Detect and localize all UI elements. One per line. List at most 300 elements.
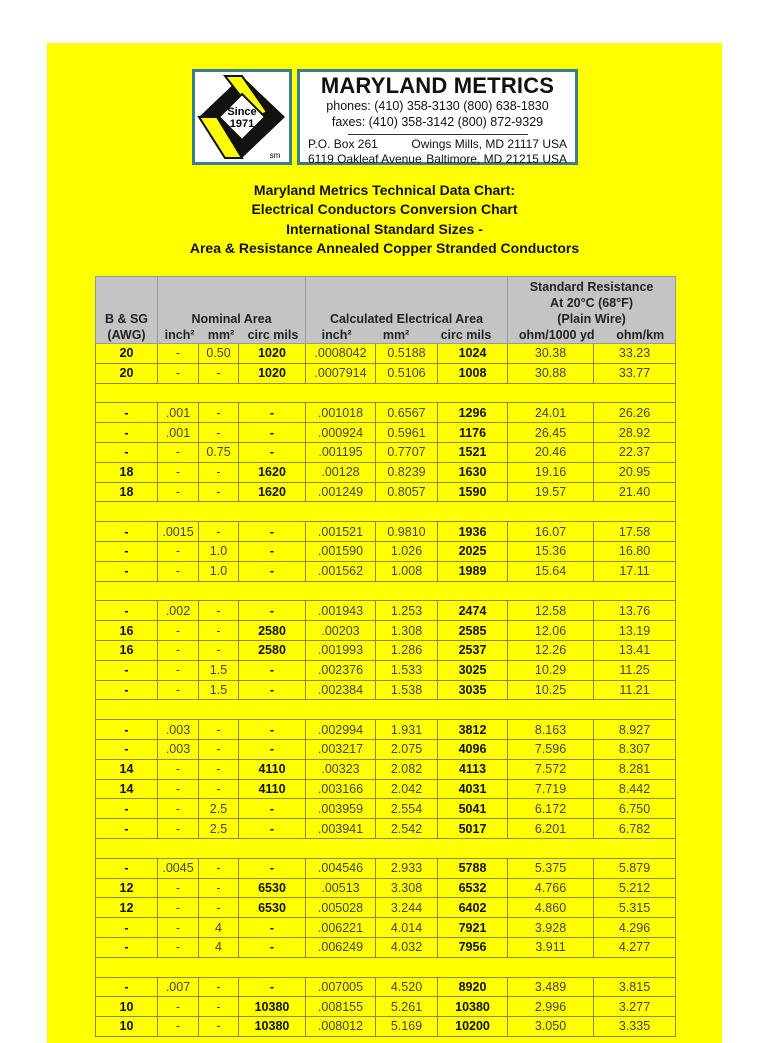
table-cell: 16.80 bbox=[594, 541, 676, 561]
table-cell: - bbox=[96, 918, 158, 938]
table-cell: - bbox=[158, 898, 199, 918]
table-cell: - bbox=[199, 640, 239, 660]
table-cell: 22.37 bbox=[594, 442, 676, 462]
table-cell: 12.06 bbox=[508, 621, 594, 641]
table-cell: .001521 bbox=[306, 522, 376, 542]
phones: phones: (410) 358-3130 (800) 638-1830 bbox=[326, 99, 549, 113]
table-cell: - bbox=[199, 423, 239, 443]
table-cell: 4.766 bbox=[508, 878, 594, 898]
table-cell: - bbox=[158, 482, 199, 502]
table-cell: 12.58 bbox=[508, 601, 594, 621]
table-cell: .001590 bbox=[306, 541, 376, 561]
table-cell: 10 bbox=[96, 997, 158, 1017]
table-cell: 6.750 bbox=[594, 799, 676, 819]
table-row bbox=[96, 799, 676, 819]
spacer-cell bbox=[96, 700, 676, 720]
table-cell: - bbox=[199, 898, 239, 918]
table-cell: .002 bbox=[158, 601, 199, 621]
table-row bbox=[96, 541, 676, 561]
table-cell: - bbox=[158, 640, 199, 660]
table-cell: 5.315 bbox=[594, 898, 676, 918]
table-cell: 1.253 bbox=[376, 601, 438, 621]
table-cell: 21.40 bbox=[594, 482, 676, 502]
table-row bbox=[96, 561, 676, 581]
table-row bbox=[96, 522, 676, 542]
header-resistance: Standard Resistance At 20°C (68°F) (Plain Wire) ohm/1000 yd ohm/km bbox=[508, 277, 676, 344]
table-cell: 6530 bbox=[239, 878, 306, 898]
table-cell: .008155 bbox=[306, 997, 376, 1017]
table-cell: 17.11 bbox=[594, 561, 676, 581]
table-cell: 6530 bbox=[239, 898, 306, 918]
table-cell: - bbox=[199, 997, 239, 1017]
table-cell: .001 bbox=[158, 423, 199, 443]
table-cell: .006221 bbox=[306, 918, 376, 938]
table-row bbox=[96, 363, 676, 383]
table-cell: - bbox=[199, 363, 239, 383]
table-cell: - bbox=[239, 522, 306, 542]
title-line: International Standard Sizes - bbox=[286, 220, 483, 237]
spacer-row bbox=[96, 957, 676, 977]
table-cell: 0.5188 bbox=[376, 344, 438, 364]
table-cell: - bbox=[239, 660, 306, 680]
table-cell: - bbox=[158, 462, 199, 482]
table-cell: 0.5961 bbox=[376, 423, 438, 443]
table-cell: .001 bbox=[158, 403, 199, 423]
table-cell: - bbox=[239, 918, 306, 938]
table-cell: 1.931 bbox=[376, 720, 438, 740]
table-cell: - bbox=[96, 541, 158, 561]
table-cell: 2580 bbox=[239, 621, 306, 641]
po-city: Owings Mills, MD 21117 USA bbox=[411, 137, 567, 151]
table-cell: - bbox=[239, 442, 306, 462]
table-cell: - bbox=[96, 403, 158, 423]
table-cell: .001249 bbox=[306, 482, 376, 502]
table-cell: 8.163 bbox=[508, 720, 594, 740]
table-cell: 12.26 bbox=[508, 640, 594, 660]
table-cell: 1.5 bbox=[199, 660, 239, 680]
title-line: Maryland Metrics Technical Data Chart: bbox=[253, 182, 516, 198]
table-cell: 10200 bbox=[438, 1017, 508, 1037]
table-row bbox=[96, 759, 676, 779]
table-cell: 4110 bbox=[239, 759, 306, 779]
table-cell: 1176 bbox=[438, 423, 508, 443]
table-cell: 0.75 bbox=[199, 442, 239, 462]
table-cell: 6402 bbox=[438, 898, 508, 918]
table-cell: .004546 bbox=[306, 858, 376, 878]
table-cell: - bbox=[158, 363, 199, 383]
header-calculated-area: Calculated Electrical Area inch² mm² circ mils bbox=[306, 277, 508, 344]
table-cell: 7.596 bbox=[508, 739, 594, 759]
table-cell: - bbox=[96, 720, 158, 740]
table-cell: - bbox=[239, 541, 306, 561]
table-cell: 10 bbox=[96, 1017, 158, 1037]
table-row bbox=[96, 601, 676, 621]
table-cell: 10.29 bbox=[508, 660, 594, 680]
table-cell: - bbox=[96, 977, 158, 997]
table-cell: - bbox=[239, 739, 306, 759]
table-cell: .001018 bbox=[306, 403, 376, 423]
table-cell: 2537 bbox=[438, 640, 508, 660]
po-box: P.O. Box 261 bbox=[308, 137, 378, 151]
table-cell: 4.277 bbox=[594, 937, 676, 957]
table-cell: 3035 bbox=[438, 680, 508, 700]
table-row bbox=[96, 918, 676, 938]
table-cell: - bbox=[239, 858, 306, 878]
table-cell: - bbox=[158, 937, 199, 957]
table-cell: 13.19 bbox=[594, 621, 676, 641]
table-cell: 1630 bbox=[438, 462, 508, 482]
table-cell: 3.928 bbox=[508, 918, 594, 938]
table-cell: 15.64 bbox=[508, 561, 594, 581]
table-cell: - bbox=[96, 858, 158, 878]
table-cell: 2.996 bbox=[508, 997, 594, 1017]
table-cell: 1521 bbox=[438, 442, 508, 462]
table-cell: 5.375 bbox=[508, 858, 594, 878]
table-cell: - bbox=[158, 759, 199, 779]
table-cell: - bbox=[199, 1017, 239, 1037]
table-cell: 18 bbox=[96, 462, 158, 482]
table-cell: .00323 bbox=[306, 759, 376, 779]
table-cell: .00128 bbox=[306, 462, 376, 482]
table-row bbox=[96, 858, 676, 878]
table-cell: 10380 bbox=[239, 997, 306, 1017]
table-cell: 1.0 bbox=[199, 561, 239, 581]
street: 6119 Oakleaf Avenue bbox=[308, 152, 422, 166]
table-cell: - bbox=[158, 819, 199, 839]
table-cell: .002384 bbox=[306, 680, 376, 700]
table-cell: 13.76 bbox=[594, 601, 676, 621]
table-cell: .0045 bbox=[158, 858, 199, 878]
table-row bbox=[96, 621, 676, 641]
table-cell: 8.927 bbox=[594, 720, 676, 740]
table-cell: - bbox=[158, 621, 199, 641]
table-cell: .008012 bbox=[306, 1017, 376, 1037]
table-cell: 6532 bbox=[438, 878, 508, 898]
table-cell: .005028 bbox=[306, 898, 376, 918]
title-line: Area & Resistance Annealed Copper Stranded Conductors bbox=[189, 239, 580, 256]
table-cell: - bbox=[239, 819, 306, 839]
logo-mark: sm bbox=[269, 151, 281, 160]
table-cell: - bbox=[158, 344, 199, 364]
table-cell: 2.5 bbox=[199, 819, 239, 839]
table-cell: .006249 bbox=[306, 937, 376, 957]
table-cell: - bbox=[239, 680, 306, 700]
table-cell: 10.25 bbox=[508, 680, 594, 700]
table-cell: 4096 bbox=[438, 739, 508, 759]
table-cell: 14 bbox=[96, 779, 158, 799]
table-cell: 12 bbox=[96, 878, 158, 898]
table-cell: 33.77 bbox=[594, 363, 676, 383]
table-cell: 4113 bbox=[438, 759, 508, 779]
spacer-row bbox=[96, 838, 676, 858]
table-cell: - bbox=[96, 937, 158, 957]
table-cell: 2.082 bbox=[376, 759, 438, 779]
table-cell: 0.8057 bbox=[376, 482, 438, 502]
table-cell: - bbox=[199, 621, 239, 641]
table-cell: 16 bbox=[96, 621, 158, 641]
table-cell: 11.21 bbox=[594, 680, 676, 700]
table-cell: 5.212 bbox=[594, 878, 676, 898]
table-cell: 2.554 bbox=[376, 799, 438, 819]
table-cell: 8.442 bbox=[594, 779, 676, 799]
table-cell: - bbox=[199, 720, 239, 740]
table-cell: 10380 bbox=[239, 1017, 306, 1037]
table-cell: 0.7707 bbox=[376, 442, 438, 462]
table-cell: - bbox=[158, 442, 199, 462]
table-cell: 11.25 bbox=[594, 660, 676, 680]
table-cell: 4.520 bbox=[376, 977, 438, 997]
table-cell: 10380 bbox=[438, 997, 508, 1017]
table-cell: 6.201 bbox=[508, 819, 594, 839]
table-cell: 1008 bbox=[438, 363, 508, 383]
table-cell: - bbox=[239, 937, 306, 957]
table-cell: 20 bbox=[96, 344, 158, 364]
table-cell: .003 bbox=[158, 720, 199, 740]
table-cell: 28.92 bbox=[594, 423, 676, 443]
table-cell: - bbox=[158, 799, 199, 819]
table-cell: 1620 bbox=[239, 482, 306, 502]
table-cell: - bbox=[96, 442, 158, 462]
table-cell: 3.489 bbox=[508, 977, 594, 997]
table-cell: 8.307 bbox=[594, 739, 676, 759]
table-cell: 2025 bbox=[438, 541, 508, 561]
table-cell: 5041 bbox=[438, 799, 508, 819]
table-row bbox=[96, 482, 676, 502]
table-cell: 20.46 bbox=[508, 442, 594, 462]
table-cell: 1.008 bbox=[376, 561, 438, 581]
table-cell: 1020 bbox=[239, 363, 306, 383]
table-row bbox=[96, 640, 676, 660]
hexagon-logo-icon bbox=[195, 72, 289, 162]
table-cell: - bbox=[158, 660, 199, 680]
table-cell: 15.36 bbox=[508, 541, 594, 561]
table-cell: 24.01 bbox=[508, 403, 594, 423]
table-row bbox=[96, 819, 676, 839]
company-logo bbox=[192, 69, 292, 165]
table-cell: 4.032 bbox=[376, 937, 438, 957]
table-cell: 4 bbox=[199, 918, 239, 938]
table-cell: .0007914 bbox=[306, 363, 376, 383]
table-cell: .003166 bbox=[306, 779, 376, 799]
table-cell: 3.244 bbox=[376, 898, 438, 918]
table-cell: 12 bbox=[96, 898, 158, 918]
spacer-cell bbox=[96, 957, 676, 977]
table-cell: 30.88 bbox=[508, 363, 594, 383]
table-row bbox=[96, 997, 676, 1017]
table-cell: 7921 bbox=[438, 918, 508, 938]
table-cell: 0.5106 bbox=[376, 363, 438, 383]
company-name: MARYLAND METRICS bbox=[320, 73, 555, 98]
table-cell: 1989 bbox=[438, 561, 508, 581]
table-cell: - bbox=[199, 759, 239, 779]
table-cell: - bbox=[158, 541, 199, 561]
table-row bbox=[96, 344, 676, 364]
table-cell: 7.572 bbox=[508, 759, 594, 779]
spacer-cell bbox=[96, 383, 676, 403]
logo-since: Since bbox=[227, 106, 257, 118]
table-cell: 2580 bbox=[239, 640, 306, 660]
table-cell: 2.933 bbox=[376, 858, 438, 878]
table-cell: 26.45 bbox=[508, 423, 594, 443]
table-row bbox=[96, 1017, 676, 1037]
spacer-row bbox=[96, 700, 676, 720]
table-row bbox=[96, 423, 676, 443]
table-cell: 8.281 bbox=[594, 759, 676, 779]
table-cell: .000924 bbox=[306, 423, 376, 443]
table-cell: - bbox=[199, 482, 239, 502]
table-cell: 2474 bbox=[438, 601, 508, 621]
table-row bbox=[96, 739, 676, 759]
table-cell: 14 bbox=[96, 759, 158, 779]
table-cell: 2.5 bbox=[199, 799, 239, 819]
table-cell: 4 bbox=[199, 937, 239, 957]
table-cell: 4.296 bbox=[594, 918, 676, 938]
table-cell: 1.538 bbox=[376, 680, 438, 700]
table-row bbox=[96, 937, 676, 957]
table-cell: 16 bbox=[96, 640, 158, 660]
table-cell: - bbox=[239, 561, 306, 581]
table-cell: 5788 bbox=[438, 858, 508, 878]
table-cell: 5017 bbox=[438, 819, 508, 839]
table-cell: .003 bbox=[158, 739, 199, 759]
conductor-table bbox=[95, 276, 676, 1037]
table-cell: - bbox=[239, 403, 306, 423]
spacer-row bbox=[96, 581, 676, 601]
table-cell: 20 bbox=[96, 363, 158, 383]
table-cell: - bbox=[199, 462, 239, 482]
table-cell: 1620 bbox=[239, 462, 306, 482]
table-row bbox=[96, 878, 676, 898]
table-row bbox=[96, 779, 676, 799]
table-cell: 2.075 bbox=[376, 739, 438, 759]
table-cell: 3.815 bbox=[594, 977, 676, 997]
table-cell: - bbox=[158, 918, 199, 938]
table-cell: 33.23 bbox=[594, 344, 676, 364]
table-cell: .001195 bbox=[306, 442, 376, 462]
table-cell: 1.286 bbox=[376, 640, 438, 660]
spacer-cell bbox=[96, 838, 676, 858]
table-cell: - bbox=[239, 720, 306, 740]
table-cell: .00513 bbox=[306, 878, 376, 898]
table-cell: .003217 bbox=[306, 739, 376, 759]
table-cell: - bbox=[96, 423, 158, 443]
table-cell: 2.042 bbox=[376, 779, 438, 799]
table-row bbox=[96, 462, 676, 482]
table-cell: 1024 bbox=[438, 344, 508, 364]
table-cell: 3.277 bbox=[594, 997, 676, 1017]
table-cell: - bbox=[158, 1017, 199, 1037]
table-cell: 0.50 bbox=[199, 344, 239, 364]
table-header bbox=[96, 277, 676, 344]
table-cell: 6.172 bbox=[508, 799, 594, 819]
table-cell: - bbox=[158, 779, 199, 799]
table-cell: 4110 bbox=[239, 779, 306, 799]
table-cell: - bbox=[199, 858, 239, 878]
table-cell: - bbox=[199, 878, 239, 898]
divider bbox=[348, 134, 528, 135]
table-cell: 8920 bbox=[438, 977, 508, 997]
table-cell: - bbox=[239, 799, 306, 819]
table-cell: .0008042 bbox=[306, 344, 376, 364]
table-cell: - bbox=[158, 878, 199, 898]
table-cell: 3025 bbox=[438, 660, 508, 680]
table-cell: 3.308 bbox=[376, 878, 438, 898]
table-cell: - bbox=[199, 601, 239, 621]
table-cell: 3812 bbox=[438, 720, 508, 740]
table-cell: - bbox=[96, 601, 158, 621]
table-cell: - bbox=[239, 601, 306, 621]
spacer-cell bbox=[96, 581, 676, 601]
table-cell: 3.911 bbox=[508, 937, 594, 957]
table-cell: - bbox=[158, 561, 199, 581]
street-city: Baltimore, MD 21215 USA bbox=[426, 152, 567, 166]
table-cell: .007005 bbox=[306, 977, 376, 997]
table-cell: .003941 bbox=[306, 819, 376, 839]
table-cell: 4031 bbox=[438, 779, 508, 799]
spacer-row bbox=[96, 383, 676, 403]
table-cell: - bbox=[158, 997, 199, 1017]
table-cell: 1.5 bbox=[199, 680, 239, 700]
table-cell: .007 bbox=[158, 977, 199, 997]
table-cell: 0.8239 bbox=[376, 462, 438, 482]
table-cell: 18 bbox=[96, 482, 158, 502]
table-cell: - bbox=[96, 680, 158, 700]
table-row bbox=[96, 442, 676, 462]
table-row bbox=[96, 403, 676, 423]
table-cell: 20.95 bbox=[594, 462, 676, 482]
table-cell: 6.782 bbox=[594, 819, 676, 839]
table-row bbox=[96, 720, 676, 740]
table-row bbox=[96, 898, 676, 918]
table-cell: - bbox=[199, 739, 239, 759]
title-line: Electrical Conductors Conversion Chart bbox=[251, 201, 518, 218]
table-cell: - bbox=[199, 403, 239, 423]
header-nominal-area: Nominal Area inch² mm² circ mils bbox=[158, 277, 306, 344]
table-cell: .001993 bbox=[306, 640, 376, 660]
table-cell: 1590 bbox=[438, 482, 508, 502]
table-cell: 7956 bbox=[438, 937, 508, 957]
table-cell: 19.16 bbox=[508, 462, 594, 482]
table-cell: 3.335 bbox=[594, 1017, 676, 1037]
table-cell: .002994 bbox=[306, 720, 376, 740]
table-cell: 1.0 bbox=[199, 541, 239, 561]
table-cell: - bbox=[158, 680, 199, 700]
table-cell: 4.014 bbox=[376, 918, 438, 938]
table-cell: 7.719 bbox=[508, 779, 594, 799]
table-cell: 2585 bbox=[438, 621, 508, 641]
table-cell: 13.41 bbox=[594, 640, 676, 660]
spacer-row bbox=[96, 502, 676, 522]
table-cell: .002376 bbox=[306, 660, 376, 680]
table-cell: - bbox=[96, 819, 158, 839]
table-cell: .001943 bbox=[306, 601, 376, 621]
table-row bbox=[96, 660, 676, 680]
table-cell: .00203 bbox=[306, 621, 376, 641]
table-cell: - bbox=[96, 660, 158, 680]
table-cell: 1.026 bbox=[376, 541, 438, 561]
table-cell: .0015 bbox=[158, 522, 199, 542]
table-cell: - bbox=[239, 977, 306, 997]
table-cell: 2.542 bbox=[376, 819, 438, 839]
table-cell: - bbox=[199, 977, 239, 997]
table-cell: 1020 bbox=[239, 344, 306, 364]
table-cell: 1.533 bbox=[376, 660, 438, 680]
table-cell: 0.6567 bbox=[376, 403, 438, 423]
table-cell: 19.57 bbox=[508, 482, 594, 502]
table-cell: 3.050 bbox=[508, 1017, 594, 1037]
table-cell: 1.308 bbox=[376, 621, 438, 641]
faxes: faxes: (410) 358-3142 (800) 872-9329 bbox=[331, 115, 544, 129]
